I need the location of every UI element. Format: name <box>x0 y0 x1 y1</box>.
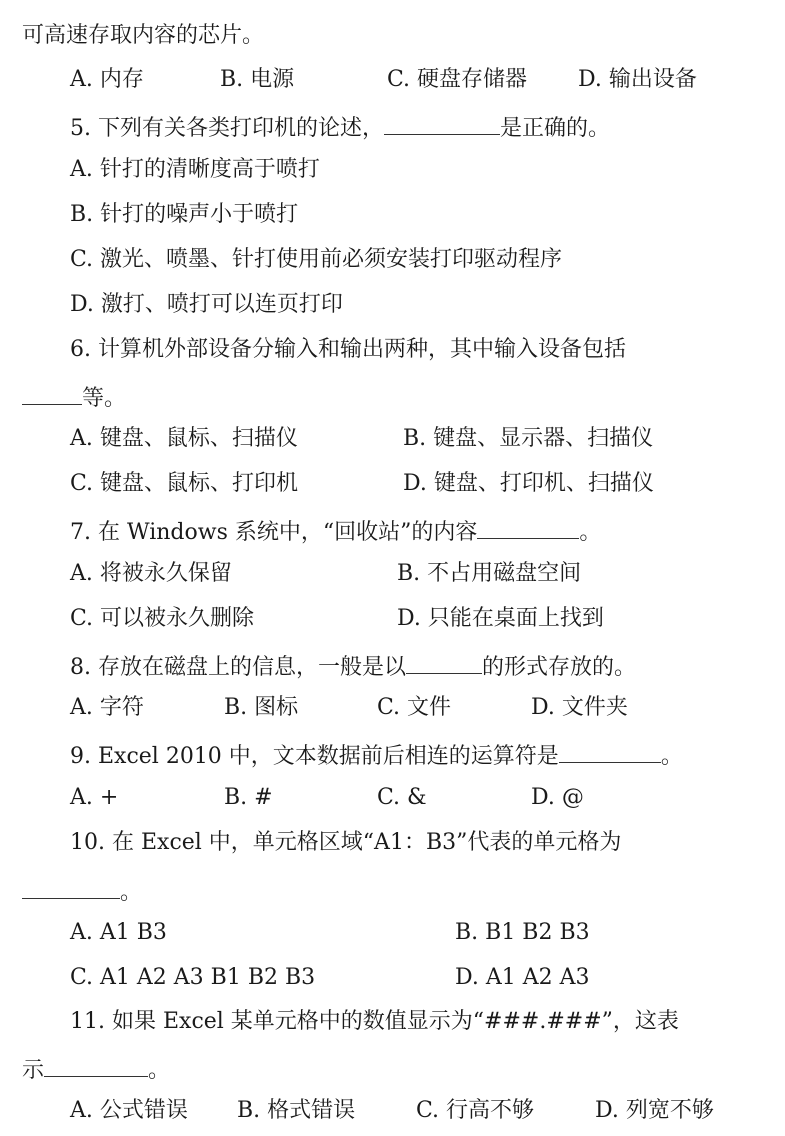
option-b: B. 针打的噪声小于喷打 <box>70 202 299 227</box>
question-11 <box>70 1007 679 1037</box>
option-a: A. 字符 <box>70 695 144 720</box>
question-10 <box>70 828 621 858</box>
question-7 <box>70 514 601 544</box>
option-d: D. 输出设备 <box>578 67 697 92</box>
q6-suffix: 等。 <box>82 386 127 411</box>
option-a: A. 针打的清晰度高于喷打 <box>70 157 320 182</box>
q5-option-d <box>70 290 343 320</box>
answer-blank <box>22 380 82 405</box>
answer-blank <box>477 514 579 539</box>
option-c: C. & <box>377 785 427 810</box>
question-9 <box>70 738 683 768</box>
answer-blank <box>384 110 500 135</box>
option-d: D. 键盘、打印机、扫描仪 <box>403 471 654 496</box>
q7-suffix: 。 <box>579 520 602 545</box>
q10-text: 10. 在 Excel 中，单元格区域“A1：B3”代表的单元格为 <box>70 830 622 855</box>
option-c: C. A1 A2 A3 B1 B2 B3 <box>70 965 316 990</box>
option-c: C. 可以被永久删除 <box>70 606 255 631</box>
option-c: C. 行高不够 <box>416 1098 535 1123</box>
option-b: B. 不占用磁盘空间 <box>397 561 582 586</box>
option-d: D. 只能在桌面上找到 <box>397 606 604 631</box>
q5-option-c <box>70 245 562 275</box>
option-b: B. 电源 <box>220 67 295 92</box>
answer-blank <box>22 874 120 899</box>
q5-option-a <box>70 155 320 185</box>
option-a: A. 键盘、鼠标、扫描仪 <box>70 426 298 451</box>
option-d: D. 文件夹 <box>531 695 628 720</box>
q8-prefix: 8. 存放在磁盘上的信息，一般是以 <box>70 655 406 680</box>
option-d: D. A1 A2 A3 <box>455 965 590 990</box>
option-a: A. 将被永久保留 <box>70 561 232 586</box>
q5-prefix: 5. 下列有关各类打印机的论述， <box>70 116 384 141</box>
option-b: B. 格式错误 <box>237 1098 356 1123</box>
q5-option-b <box>70 200 298 230</box>
option-b: B. # <box>224 785 273 810</box>
option-d: D. 激打、喷打可以连页打印 <box>70 292 343 317</box>
option-d: D. @ <box>531 785 584 810</box>
q8-suffix: 的形式存放的。 <box>482 655 637 680</box>
option-a: A. + <box>70 785 119 810</box>
q9-suffix: 。 <box>660 744 683 769</box>
option-c: C. 文件 <box>377 695 452 720</box>
question-11-continuation <box>22 1052 170 1082</box>
answer-blank <box>44 1052 148 1077</box>
option-c: C. 键盘、鼠标、打印机 <box>70 471 299 496</box>
option-b: B. B1 B2 B3 <box>455 920 590 945</box>
question-8 <box>70 649 636 679</box>
option-b: B. 键盘、显示器、扫描仪 <box>403 426 654 451</box>
q6-text: 6. 计算机外部设备分输入和输出两种，其中输入设备包括 <box>70 337 626 362</box>
answer-blank <box>406 649 482 674</box>
option-b: B. 图标 <box>224 695 299 720</box>
question-5 <box>70 110 610 140</box>
question-6-continuation <box>22 380 126 410</box>
option-a: A. 内存 <box>70 67 144 92</box>
option-a: A. 公式错误 <box>70 1098 188 1123</box>
question-10-continuation <box>22 874 142 904</box>
q5-suffix: 是正确的。 <box>499 116 610 141</box>
option-c: C. 激光、喷墨、针打使用前必须安装打印驱动程序 <box>70 247 563 272</box>
answer-blank <box>559 738 661 763</box>
question-4-continuation <box>22 21 264 51</box>
q4-tail-text: 可高速存取内容的芯片。 <box>22 23 265 48</box>
q11-tail-prefix: 示 <box>22 1058 45 1083</box>
question-6 <box>70 335 626 365</box>
option-a: A. A1 B3 <box>70 920 167 945</box>
q11-suffix: 。 <box>148 1058 171 1083</box>
option-d: D. 列宽不够 <box>595 1098 714 1123</box>
q10-suffix: 。 <box>120 880 143 905</box>
option-c: C. 硬盘存储器 <box>387 67 528 92</box>
q7-prefix: 7. 在 Windows 系统中，“回收站”的内容 <box>70 520 478 545</box>
q11-text: 11. 如果 Excel 某单元格中的数值显示为“###.###”，这表 <box>70 1009 679 1034</box>
q9-prefix: 9. Excel 2010 中，文本数据前后相连的运算符是 <box>70 744 559 769</box>
